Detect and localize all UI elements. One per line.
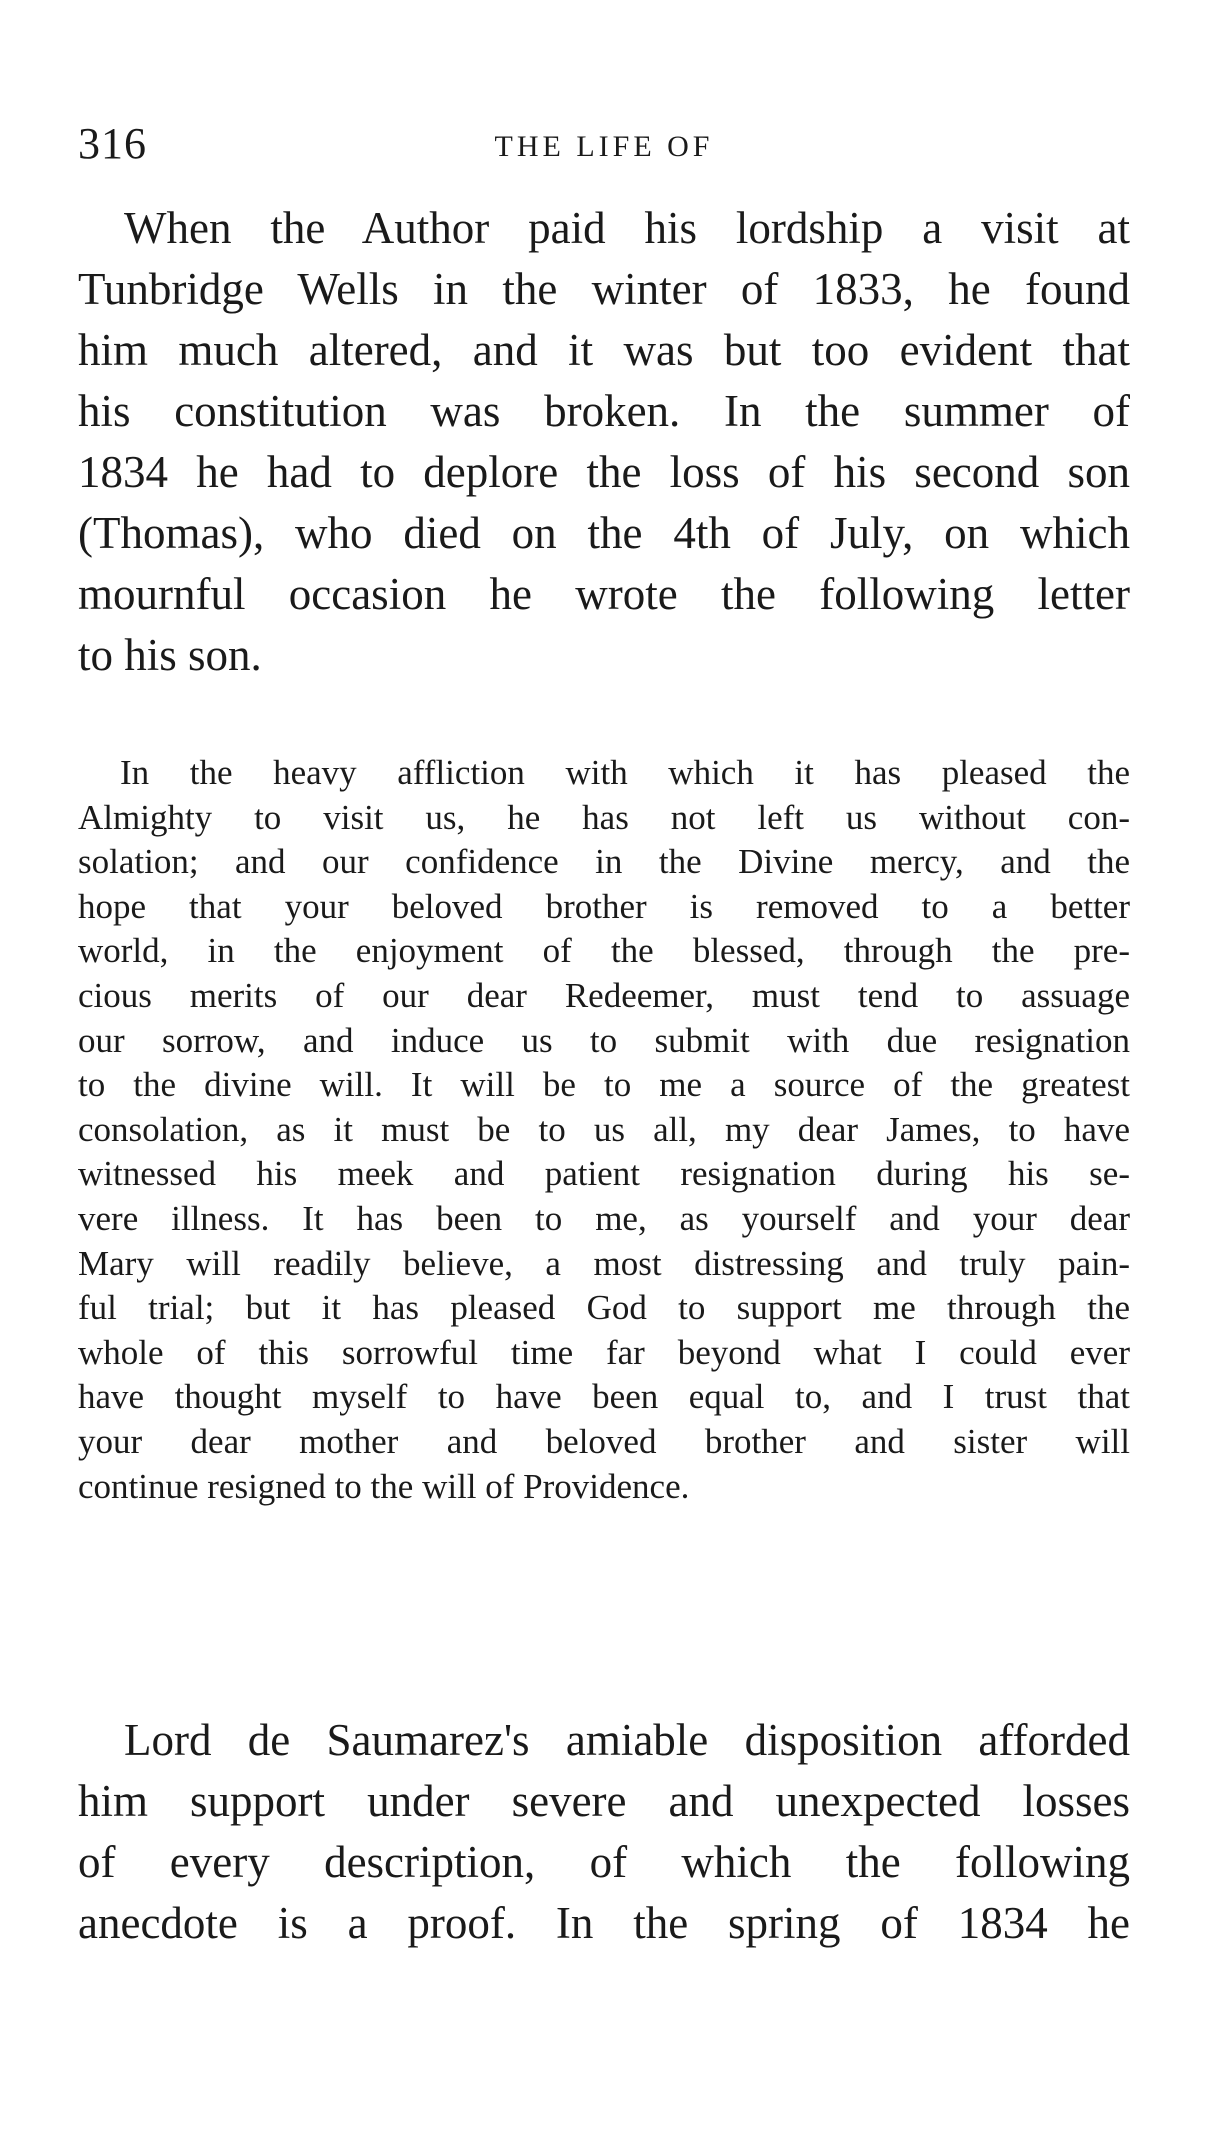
letter-line: ful trial; but it has pleased God to support me through the xyxy=(78,1288,1130,1328)
text-line: Lord de Saumarez's amiable disposition afforded xyxy=(124,1715,1130,1765)
text-line: 1834 he had to deplore the loss of his second son xyxy=(78,447,1130,497)
running-head xyxy=(78,118,1130,168)
letter-line: have thought myself to have been equal to, and I trust that xyxy=(78,1377,1130,1417)
letter-line: to the divine will. It will be to me a source of the greatest xyxy=(78,1065,1130,1105)
letter-line: our sorrow, and induce us to submit with due resignation xyxy=(78,1020,1130,1060)
letter-line: Almighty to visit us, he has not left us without con- xyxy=(78,797,1130,837)
text-line: When the Author paid his lordship a visit at xyxy=(124,203,1130,253)
letter-line: solation; and our confidence in the Divine mercy, and the xyxy=(78,842,1130,882)
letter-line: continue resigned to the will of Providence. xyxy=(78,1466,690,1506)
page-number: 316 xyxy=(78,119,147,168)
letter-line: your dear mother and beloved brother and sister will xyxy=(78,1421,1130,1461)
text-line: anecdote is a proof. In the spring of 1834 he xyxy=(78,1898,1130,1948)
text-line: his constitution was broken. In the summer of xyxy=(78,386,1130,436)
letter-line: In the heavy affliction with which it has pleased the xyxy=(120,753,1130,792)
text-line: to his son. xyxy=(78,630,262,680)
letter-line: vere illness. It has been to me, as yourself and your dear xyxy=(78,1198,1130,1238)
letter-line: world, in the enjoyment of the blessed, through the pre- xyxy=(78,931,1130,971)
quoted-letter xyxy=(78,751,1130,1509)
paragraph-2 xyxy=(78,1710,1130,1954)
text-line: him support under severe and unexpected losses xyxy=(78,1776,1130,1826)
letter-line: cious merits of our dear Redeemer, must tend to assuage xyxy=(78,975,1130,1015)
text-line: him much altered, and it was but too evident that xyxy=(78,325,1130,375)
text-line: Tunbridge Wells in the winter of 1833, he found xyxy=(78,264,1130,314)
text-line: mournful occasion he wrote the following letter xyxy=(78,569,1130,619)
letter-line: hope that your beloved brother is removed to a better xyxy=(78,886,1130,926)
letter-line: witnessed his meek and patient resignation during his se- xyxy=(78,1154,1130,1194)
paragraph-1 xyxy=(78,198,1130,686)
text-line: (Thomas), who died on the 4th of July, on which xyxy=(78,508,1130,558)
letter-line: whole of this sorrowful time far beyond what I could ever xyxy=(78,1332,1130,1372)
running-title: THE LIFE OF xyxy=(494,130,714,163)
letter-line: Mary will readily believe, a most distressing and truly pain- xyxy=(78,1243,1130,1283)
text-line: of every description, of which the following xyxy=(78,1837,1130,1887)
letter-line: consolation, as it must be to us all, my dear James, to have xyxy=(78,1109,1130,1149)
